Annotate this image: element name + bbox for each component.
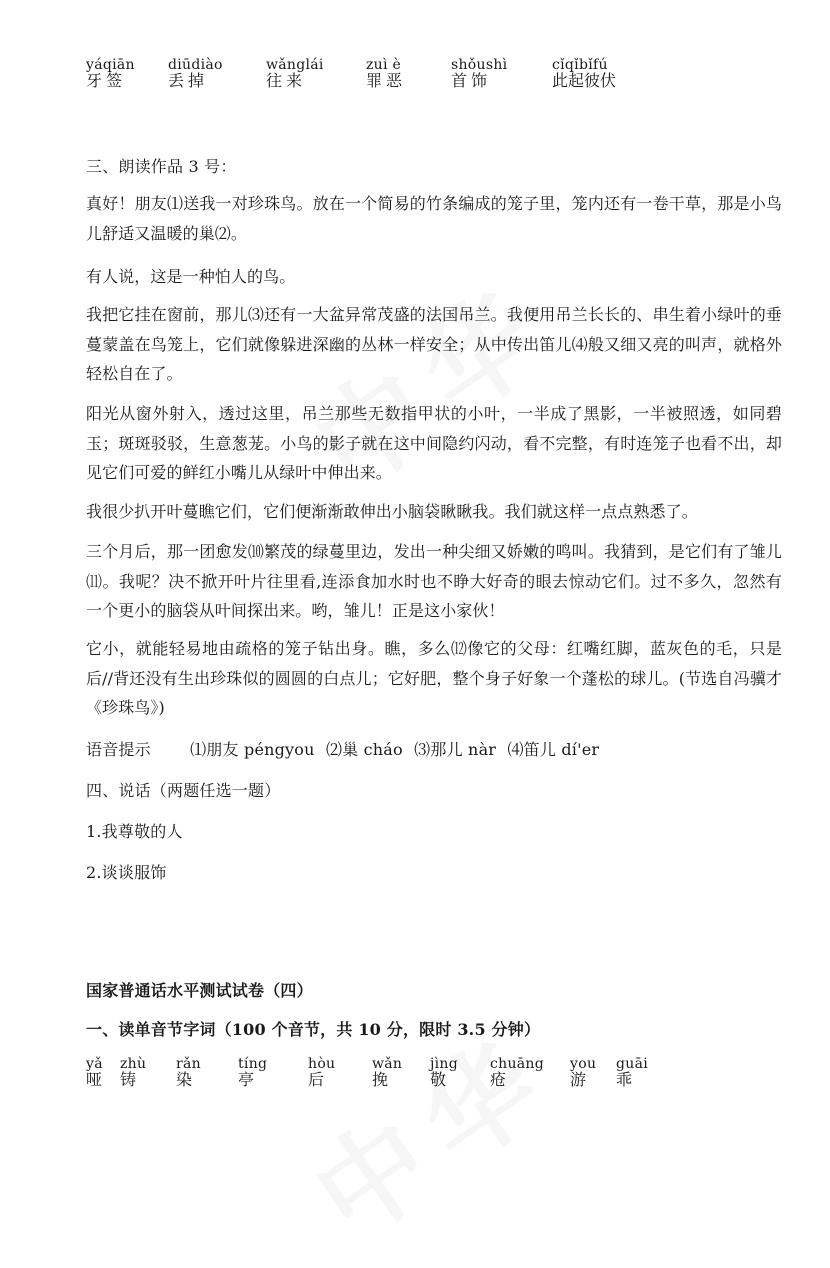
paragraph-4: 阳光从窗外射入，透过这里，吊兰那些无数指甲状的小叶，一半成了黑影，一半被照透，如同碧玉；斑斑驳驳，生意葱茏。小鸟的影子就在这中间隐约闪动，看不完整，有时连笼子也看不出，却见它们可爱的鲜红小嘴儿从绿叶中伸出来。	[86, 404, 782, 482]
word-item	[451, 58, 507, 89]
hanzi: 丢掉	[168, 71, 209, 90]
word-item	[168, 58, 223, 89]
word-item	[86, 58, 135, 89]
paragraph-1	[86, 189, 782, 248]
pinyin: shǒushì	[451, 57, 508, 73]
hint-item: ⑷笛儿 dí'er	[507, 740, 600, 759]
paragraph-7: 它小，就能轻易地由疏格的笼子钻出身。瞧，多么⑿像它的父母：红嘴红脚，蓝灰色的毛，只是后//背还没有生出珍珠似的圆圆的白点儿；它好肥，整个身子好象一个蓬松的球儿。(节选自冯骥才《珍珠鸟》)	[86, 639, 782, 717]
paragraph-5: 我很少扒开叶蔓瞧它们，它们便渐渐敢伸出小脑袋瞅瞅我。我们就这样一点点熟悉了。	[86, 502, 698, 521]
paragraph-3: 我把它挂在窗前，那儿⑶还有一大盆异常茂盛的法国吊兰。我便用吊兰长长的、串生着小绿叶的垂蔓蒙盖在鸟笼上，它们就像躲进深幽的丛林一样安全；从中传出笛儿⑷般又细又亮的叫声，就格外轻松自在了。	[86, 305, 782, 383]
hanzi: 牙签	[86, 71, 127, 90]
pronunciation-hints	[86, 737, 599, 760]
pinyin: cǐqǐbǐfú	[552, 57, 608, 73]
hanzi: 往来	[266, 71, 307, 90]
char-item	[120, 1057, 146, 1088]
section1-title: 一、读单音节字词（100 个音节，共 10 分，限时 3.5 分钟）	[86, 1020, 541, 1039]
hanzi: 首饰	[451, 71, 492, 90]
exam-title: 国家普通话水平测试试卷（四）	[86, 981, 313, 1000]
char-item	[616, 1057, 648, 1088]
section3-title: 三、朗读作品 3 号：	[86, 157, 237, 176]
section4-title: 四、说话（两题任选一题）	[86, 781, 281, 800]
char-item	[430, 1057, 458, 1088]
pinyin: diūdiào	[168, 57, 223, 73]
pinyin: hòu	[308, 1056, 336, 1072]
topic-1: 1.我尊敬的人	[86, 822, 183, 841]
topic-2: 2.谈谈服饰	[86, 863, 167, 882]
word-item	[366, 58, 406, 89]
pinyin: rǎn	[176, 1056, 201, 1072]
char-item	[176, 1057, 201, 1088]
hint-label: 语音提示	[86, 740, 151, 759]
char-item	[308, 1057, 335, 1088]
hanzi: 挽	[372, 1070, 393, 1089]
pinyin: you	[570, 1056, 597, 1072]
hanzi: 亭	[238, 1070, 259, 1089]
hanzi: 疮	[490, 1070, 511, 1089]
hanzi: 乖	[616, 1070, 637, 1089]
char-item	[86, 1057, 106, 1088]
hanzi: 哑	[86, 1070, 107, 1089]
paragraph-text: 真好！朋友⑴送我一对珍珠鸟。放在一个简易的竹条编成的笼子里，笼内还有一卷干草，那是小鸟儿舒适又温暖的巢⑵。	[86, 194, 782, 243]
hint-item: ⑶那儿 nàr	[414, 740, 497, 759]
char-item	[372, 1057, 402, 1088]
hint-item: ⑴朋友 péngyou	[190, 740, 315, 759]
hanzi: 敬	[430, 1070, 451, 1089]
pinyin: yáqiān	[86, 57, 135, 73]
hanzi: 罪恶	[366, 71, 407, 90]
paragraph-2: 有人说，这是一种怕人的鸟。	[86, 267, 296, 286]
pinyin: zuì è	[366, 57, 402, 73]
char-item	[570, 1057, 596, 1088]
pinyin: guāi	[616, 1056, 649, 1072]
word-item	[552, 58, 616, 89]
char-item	[490, 1057, 544, 1088]
hanzi: 此起彼伏	[552, 71, 617, 90]
hint-item: ⑵巢 cháo	[325, 740, 403, 759]
pinyin: wǎn	[372, 1056, 403, 1072]
hanzi: 染	[176, 1070, 197, 1089]
char-item	[238, 1057, 267, 1088]
paragraph-6: 三个月后，那一团愈发⑽繁茂的绿蔓里边，发出一种尖细又娇嫩的鸣叫。我猜到，是它们有了雏儿⑾。我呢？决不掀开叶片往里看,连添食加水时也不睁大好奇的眼去惊动它们。过不多久，忽然有一个更小的脑袋从叶间探出来。哟，雏儿！正是这小家伙！	[86, 542, 782, 620]
pinyin: jìng	[430, 1056, 458, 1072]
word-item	[266, 58, 324, 89]
hanzi: 后	[308, 1070, 329, 1089]
hanzi: 铸	[120, 1070, 141, 1089]
pinyin: tíng	[238, 1056, 268, 1072]
pinyin: wǎnglái	[266, 57, 324, 73]
hanzi: 游	[570, 1070, 591, 1089]
pinyin: chuāng	[490, 1056, 544, 1072]
pinyin: yǎ	[86, 1056, 103, 1072]
pinyin: zhù	[120, 1056, 147, 1072]
